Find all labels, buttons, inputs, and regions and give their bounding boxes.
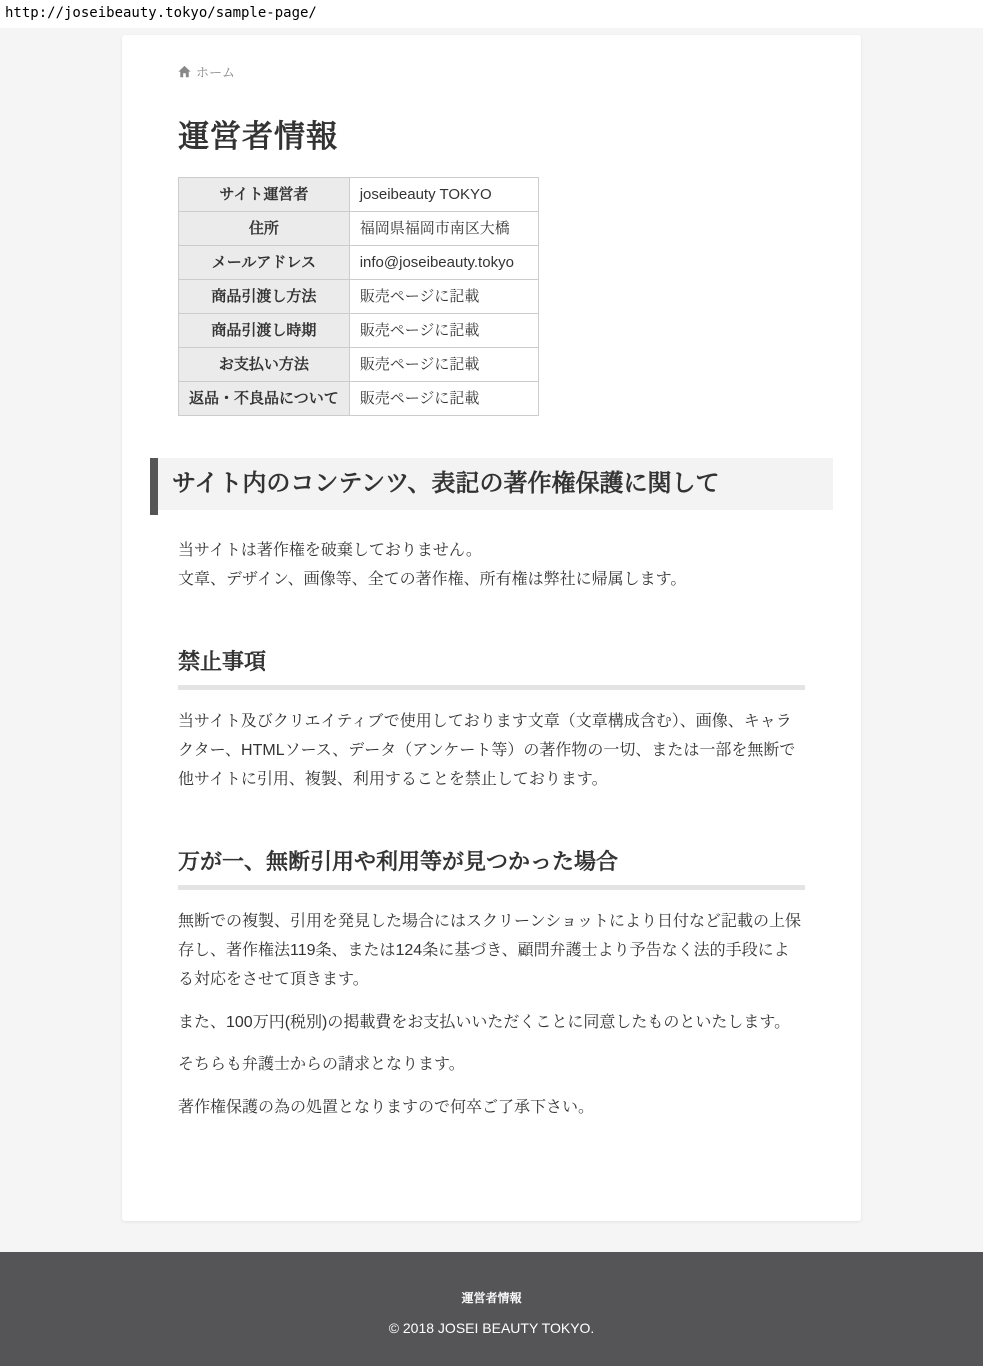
footer-nav-operator-info-link[interactable]: 運営者情報: [461, 1291, 522, 1305]
violation-paragraph-3: そちらも弁護士からの請求となります。: [178, 1056, 465, 1074]
table-row: [179, 212, 539, 246]
table-row: [179, 314, 539, 348]
footer: [0, 1252, 983, 1366]
url-text: http://joseibeauty.tokyo/sample-page/: [5, 5, 317, 21]
footer-copyright: © 2018 JOSEI BEAUTY TOKYO.: [388, 1320, 595, 1336]
page-title: 運営者情報: [178, 119, 338, 154]
table-row-value: 販売ページに記載: [349, 314, 538, 348]
table-row-label: 商品引渡し方法: [179, 280, 350, 314]
table-row-label: メールアドレス: [179, 246, 350, 280]
table-row: [179, 348, 539, 382]
page-background: [0, 28, 983, 1252]
table-row-label: お支払い方法: [179, 348, 350, 382]
violation-paragraph-4: 著作権保護の為の処置となりますので何卒ご了承下さい。: [178, 1099, 595, 1117]
prohibited-body-paragraph: 当サイト及びクリエイティブで使用しております文章（文章構成含む）、画像、キャラクター、HTMLソース、データ（アンケート等）の著作物の一切、または一部を無断で他サイトに引用、複製、利用することを禁止しております。: [178, 713, 796, 788]
subsection-heading-violation: 万が一、無断引用や利用等が見つかった場合: [178, 849, 805, 890]
violation-paragraph-2: また、100万円(税別)の掲載費をお支払いいただくことに同意したものといたします。: [178, 1013, 791, 1031]
home-icon: [178, 65, 191, 78]
table-row-label: 返品・不良品について: [179, 382, 350, 416]
table-row: [179, 280, 539, 314]
table-row-value: joseibeauty TOKYO: [349, 178, 538, 212]
copyright-intro-line-1: 当サイトは著作権を破棄しておりません。: [178, 542, 482, 560]
url-bar: [0, 0, 983, 28]
breadcrumb-home-link[interactable]: [178, 62, 235, 81]
table-row-value: 販売ページに記載: [349, 348, 538, 382]
table-row-label: サイト運営者: [179, 178, 350, 212]
breadcrumb-home-label: ホーム: [196, 65, 236, 80]
operator-info-table-body: [179, 178, 539, 416]
table-row: [179, 246, 539, 280]
section-heading-copyright: サイト内のコンテンツ、表記の著作権保護に関して: [150, 458, 833, 510]
table-row-value: info@joseibeauty.tokyo: [349, 246, 538, 280]
copyright-intro-line-2: 文章、デザイン、画像等、全ての著作権、所有権は弊社に帰属します。: [178, 571, 687, 589]
subsection-heading-prohibited: 禁止事項: [178, 649, 805, 690]
table-row-value: 福岡県福岡市南区大橋: [349, 212, 538, 246]
table-row-value: 販売ページに記載: [349, 280, 538, 314]
copyright-intro-paragraph: [178, 537, 805, 595]
table-row: [179, 382, 539, 416]
breadcrumb: [178, 62, 805, 81]
footer-nav: [0, 1289, 983, 1307]
table-row-label: 住所: [179, 212, 350, 246]
table-row-label: 商品引渡し時期: [179, 314, 350, 348]
main-content-card: [122, 35, 861, 1221]
table-row: [179, 178, 539, 212]
table-row-value: 販売ページに記載: [349, 382, 538, 416]
violation-paragraph-1: 無断での複製、引用を発見した場合にはスクリーンショットにより日付など記載の上保存し、著作権法119条、または124条に基づき、顧問弁護士より予告なく法的手段による対応をさせて頂きます。: [178, 913, 801, 988]
operator-info-table: [178, 177, 539, 416]
